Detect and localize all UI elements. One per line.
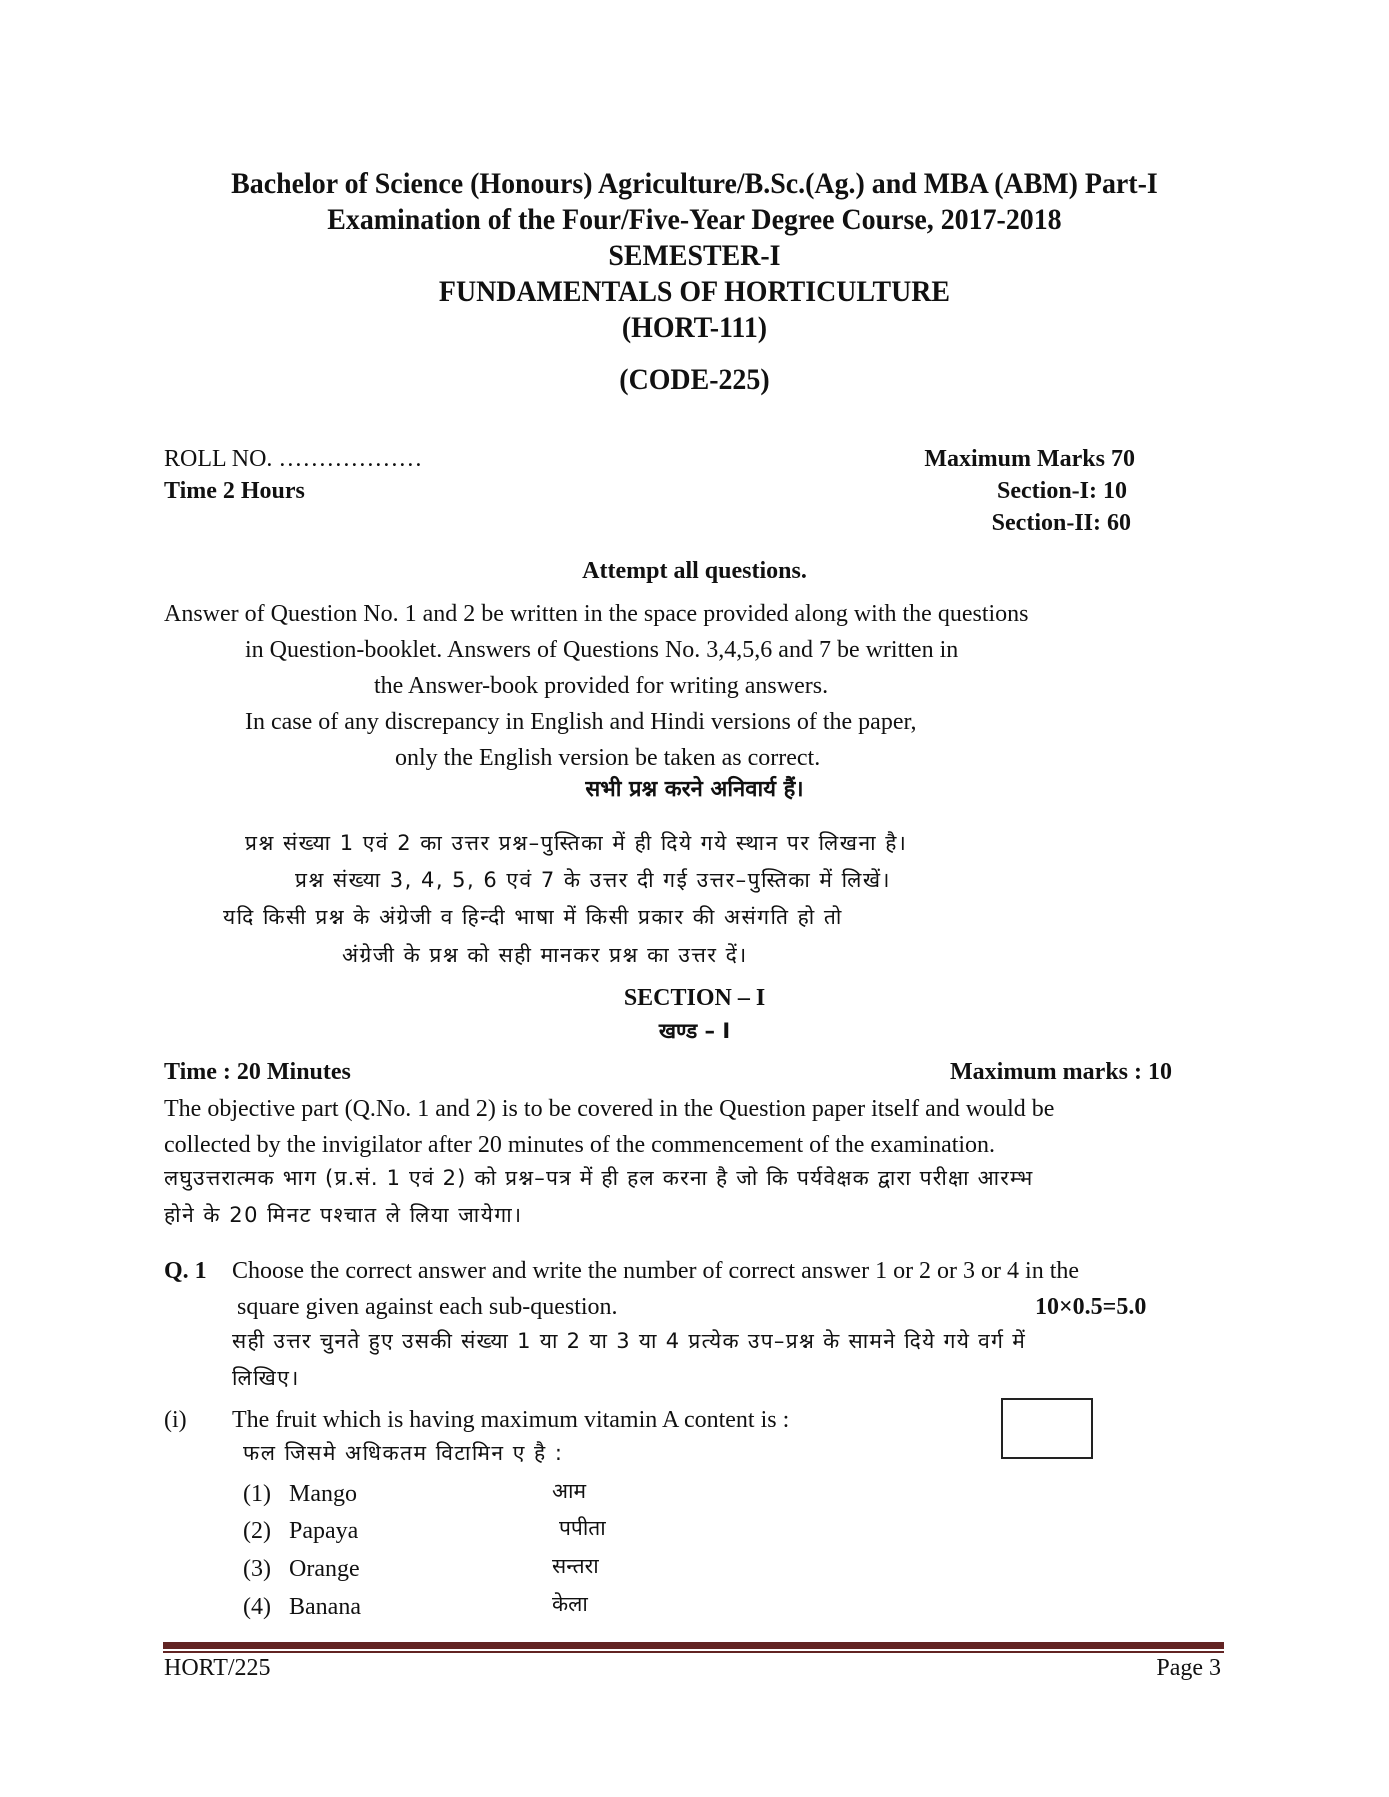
- sub-question-text: The fruit which is having maximum vitamin A content is :: [232, 1407, 790, 1433]
- sub-question-text-hindi: फल जिसमे अधिकतम विटामिन ए है :: [243, 1441, 564, 1465]
- section-max-marks: Maximum marks : 10: [950, 1059, 1172, 1085]
- footer-rule-thick: [163, 1642, 1224, 1649]
- option-hindi: पपीता: [559, 1516, 606, 1540]
- answer-box[interactable]: [1001, 1398, 1093, 1459]
- question-text-hindi: सही उत्तर चुनते हुए उसकी संख्या 1 या 2 या 3 या 4 प्रत्येक उप–प्रश्न के सामने दिये गये वर्ग में: [232, 1329, 1027, 1353]
- instruction-line: the Answer-book provided for writing answers.: [374, 673, 829, 699]
- roll-no-field: ROLL NO. ………………: [164, 446, 423, 472]
- instruction-line: Answer of Question No. 1 and 2 be written in the space provided along with the questions: [164, 601, 1029, 627]
- option-english: Orange: [289, 1556, 360, 1582]
- option-english: Papaya: [289, 1518, 359, 1544]
- section2-marks: Section-II: 60: [991, 510, 1131, 536]
- question-number: Q. 1: [164, 1258, 207, 1284]
- hindi-instruction-line: अंग्रेजी के प्रश्न को सही मानकर प्रश्न का उत्तर दें।: [342, 943, 748, 967]
- hindi-instructions-heading: सभी प्रश्न करने अनिवार्य हैं।: [585, 777, 804, 802]
- hindi-instruction-line: प्रश्न संख्या 3, 4, 5, 6 एवं 7 के उत्तर दी गई उत्तर–पुस्तिका में लिखें।: [295, 868, 891, 892]
- instructions-heading: Attempt all questions.: [582, 558, 807, 584]
- objective-note-hindi-line: लघुउत्तरात्मक भाग (प्र.सं. 1 एवं 2) को प्रश्न–पत्र में ही हल करना है जो कि पर्यवेक्षक द्वारा परीक्षा आरम्भ: [164, 1166, 1034, 1190]
- instruction-line: In case of any discrepancy in English and Hindi versions of the paper,: [245, 709, 917, 735]
- objective-note-line: collected by the invigilator after 20 minutes of the commencement of the examination.: [164, 1132, 996, 1158]
- option-number: (1): [243, 1481, 271, 1507]
- question-text: square given against each sub-question.: [237, 1294, 618, 1320]
- instruction-line: in Question-booklet. Answers of Questions No. 3,4,5,6 and 7 be written in: [245, 637, 959, 663]
- semester-title: SEMESTER-I: [608, 239, 781, 272]
- question-text-hindi: लिखिए।: [232, 1366, 300, 1390]
- option-english: Banana: [289, 1594, 361, 1620]
- option-hindi: केला: [552, 1592, 588, 1616]
- degree-title: Bachelor of Science (Honours) Agriculture/B.Sc.(Ag.) and MBA (ABM) Part-I: [231, 167, 1158, 200]
- hindi-instruction-line: यदि किसी प्रश्न के अंग्रेजी व हिन्दी भाषा में किसी प्रकार की असंगति हो तो: [223, 905, 843, 929]
- section-title: SECTION – I: [623, 985, 766, 1011]
- sub-question-label: (i): [164, 1407, 187, 1433]
- question-marks: 10×0.5=5.0: [1035, 1294, 1147, 1320]
- paper-code: (CODE-225): [619, 363, 770, 396]
- section-time: Time : 20 Minutes: [164, 1059, 351, 1085]
- page-number: Page 3: [1156, 1655, 1221, 1681]
- hindi-instruction-line: प्रश्न संख्या 1 एवं 2 का उत्तर प्रश्न–पुस्तिका में ही दिये गये स्थान पर लिखना है।: [245, 831, 908, 855]
- option-hindi: आम: [552, 1479, 587, 1503]
- exam-duration: Time 2 Hours: [164, 478, 305, 504]
- section-title-hindi: खण्ड – I: [658, 1019, 731, 1043]
- course-code: (HORT-111): [621, 311, 768, 344]
- footer-rule-thin: [163, 1651, 1224, 1653]
- instruction-line: only the English version be taken as correct.: [395, 745, 821, 771]
- option-hindi: सन्तरा: [552, 1554, 599, 1578]
- option-english: Mango: [289, 1481, 357, 1507]
- subject-title: FUNDAMENTALS OF HORTICULTURE: [438, 275, 951, 308]
- question-text: Choose the correct answer and write the number of correct answer 1 or 2 or 3 or 4 in the: [232, 1258, 1080, 1284]
- exam-title: Examination of the Four/Five-Year Degree Course, 2017-2018: [327, 203, 1062, 236]
- objective-note-line: The objective part (Q.No. 1 and 2) is to be covered in the Question paper itself and would be: [164, 1096, 1055, 1122]
- option-number: (4): [243, 1594, 271, 1620]
- maximum-marks: Maximum Marks 70: [924, 446, 1135, 472]
- section1-marks: Section-I: 10: [997, 478, 1127, 504]
- option-number: (3): [243, 1556, 271, 1582]
- objective-note-hindi-line: होने के 20 मिनट पश्चात ले लिया जायेगा।: [164, 1203, 523, 1227]
- footer-paper-code: HORT/225: [164, 1655, 271, 1681]
- option-number: (2): [243, 1518, 271, 1544]
